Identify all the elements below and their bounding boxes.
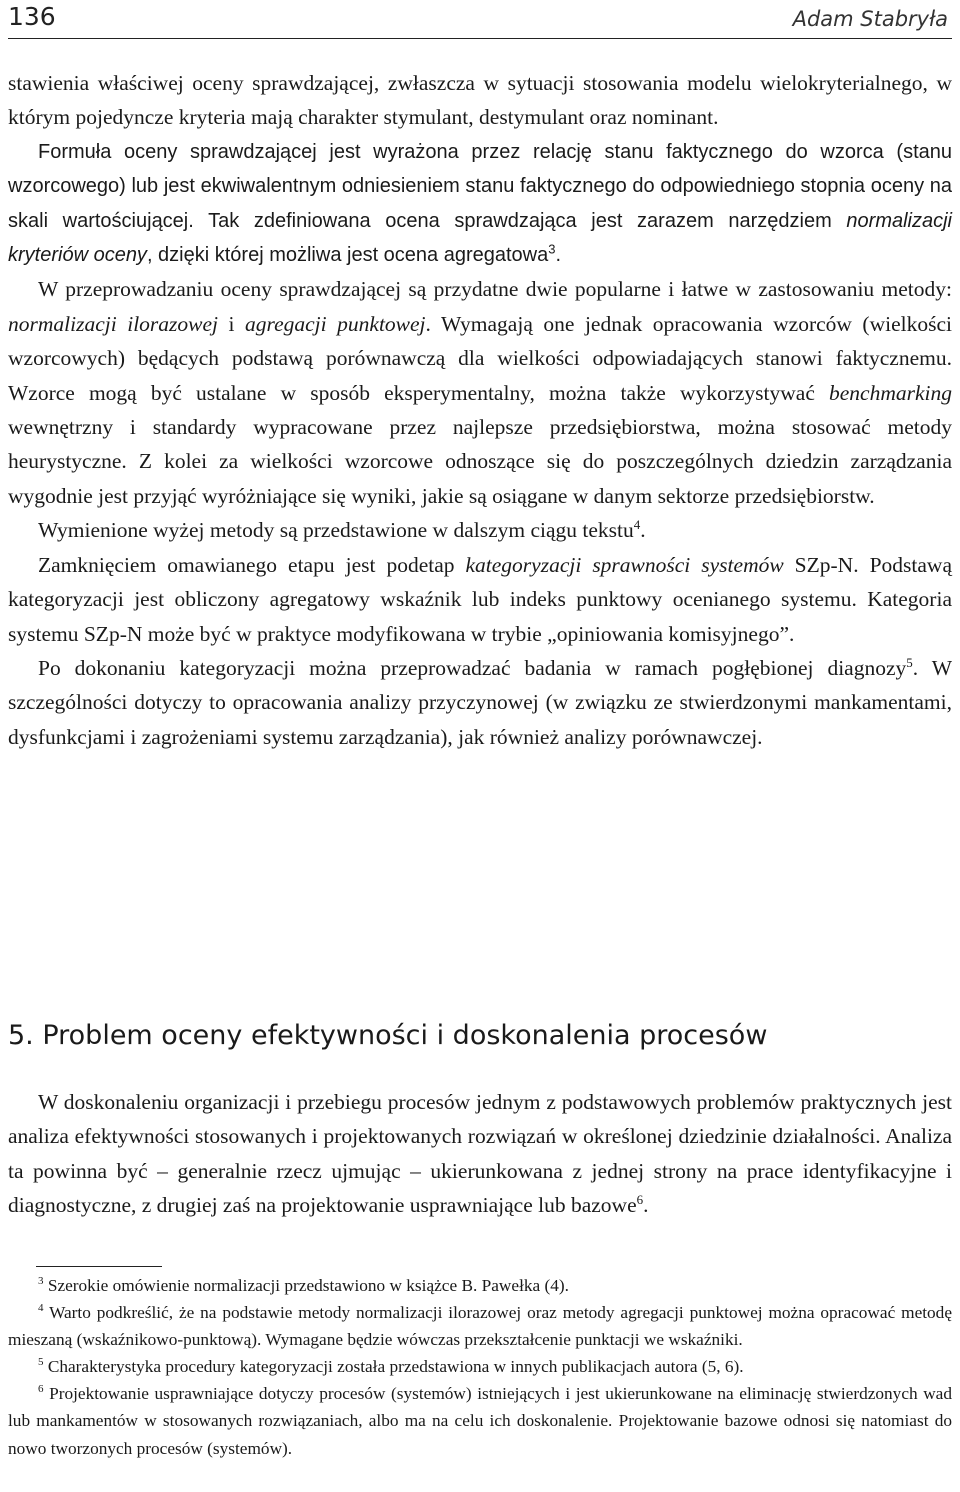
emphasis: kategoryzacji sprawności systemów <box>465 552 784 577</box>
emphasis: agregacji punktowej <box>245 311 426 336</box>
paragraph-mentioned <box>8 513 952 547</box>
footnote-text: Szerokie omówienie normalizacji przedstawiono w książce B. Pawełka (4). <box>47 1276 569 1295</box>
paragraph-text: Po dokonaniu kategoryzacji można przeprowadzać badania w ramach pogłębionej diagnozy <box>38 655 907 680</box>
footnote-number: 6 <box>38 1383 44 1396</box>
main-text <box>8 66 952 754</box>
paragraph-text: . Wymagają one jednak opracowania wzorców (wielkości wzorcowych) będących podstawą porównawczą dla wielkości odpowiadających stanowi faktycznemu. Wzorce mogą być ustalane w sposób eksperymentalny, można także wykorzystywać <box>8 311 952 405</box>
footnote-ref[interactable]: 6 <box>636 1191 644 1207</box>
footnote-text: Projektowanie usprawniające dotyczy procesów (systemów) istniejących i jest ukierunkowane na eliminację stwierdzonych wad lub mankamentów w stosowanych rozwiązaniach, albo ma na celu ich doskonalenie. Projektowanie bazowe odnosi się natomiast do nowo tworzonych procesów (systemów). <box>8 1384 952 1458</box>
paragraph-text: stawienia właściwej oceny sprawdzającej, zwłaszcza w sytuacji stosowania modelu wielokryterialnego, w którym pojedyncze kryteria mają charakter stymulant, destymulant oraz nominant. <box>8 71 952 130</box>
running-header <box>8 0 952 39</box>
footnote <box>8 1299 952 1353</box>
paragraph-text: Wymienione wyżej metody są przedstawione w dalszym ciągu tekstu <box>38 518 634 543</box>
footnote-number: 4 <box>38 1302 44 1315</box>
paragraph-text: . <box>640 518 646 543</box>
footnote <box>8 1380 952 1461</box>
footnote-number: 5 <box>38 1356 44 1369</box>
paragraph-continued <box>8 66 952 135</box>
footnote <box>8 1272 952 1299</box>
paragraph-efficiency <box>8 1085 952 1222</box>
paragraph-text: . <box>643 1192 649 1217</box>
paragraph-text: wewnętrzny i standardy wypracowane przez najlepsze przedsiębiorstwa, można stosować metody heurystyczne. Z kolei za wielkości wzorcowe odnoszące się do poszczególnych dziedzin zarządzania wygodnie jest przyjąć wyróżniające się wyniki, jakie są osiągane w danym sektorze przedsiębiorstw. <box>8 415 952 508</box>
footnote-divider <box>36 1266 162 1267</box>
emphasis: normalizacji ilorazowej <box>8 311 219 336</box>
paragraph-formula <box>8 135 952 273</box>
paragraph-text: i <box>218 311 246 336</box>
paragraph-text: . <box>555 244 562 267</box>
paragraph-text: Zamknięciem omawianego etapu jest podetap <box>38 552 466 577</box>
footnote-number: 3 <box>38 1275 44 1288</box>
paragraph-text: SZp-N. Podstawą kategoryzacji jest obliczony agregatowy wskaźnik lub indeks punktowy ocenianego systemu. Kategoria systemu SZp-N może być w praktyce modyfikowana w trybie „opiniowania komisyjnego”. <box>8 552 952 646</box>
footnote-ref[interactable]: 3 <box>548 241 556 257</box>
page-number: 136 <box>8 2 56 31</box>
section-heading: 5. Problem oceny efektywności i doskonalenia procesów <box>8 1020 768 1051</box>
paragraph-diagnosis <box>8 651 952 754</box>
footnote-text: Charakterystyka procedury kategoryzacji została przedstawiona w innych publikacjach autora (5, 6). <box>47 1357 744 1377</box>
paragraph-text: W przeprowadzaniu oceny sprawdzającej są przydatne dwie popularne i łatwe w zastosowaniu metody: <box>38 277 952 302</box>
paragraph-text: W doskonaleniu organizacji i przebiegu procesów jednym z podstawowych problemów praktycznych jest analiza efektywności stosowanych i projektowanych rozwiązań w określonej dziedzinie działalności. Analiza ta powinna być – generalnie rzecz ujmując – ukierunkowana z jednej strony na prace identyfikacyjne i diagnostyczne, z drugiej zaś na projektowanie usprawniające lub bazowe <box>8 1090 952 1217</box>
footnotes <box>8 1272 952 1462</box>
section-text <box>8 1085 952 1222</box>
footnote <box>8 1353 952 1380</box>
footnote-ref[interactable]: 4 <box>633 517 641 533</box>
emphasis: benchmarking <box>829 380 952 405</box>
paragraph-methods <box>8 272 952 513</box>
footnote-text: Warto podkreślić, że na podstawie metody normalizacji ilorazowej oraz metody agregacji punktowej można opracować metodę mieszaną (wskaźnikowo-punktową). Wymagane będzie wówczas przekształcenie punktacji we wskaźniki. <box>8 1303 952 1350</box>
emphasis: normalizacji kryteriów oceny <box>8 209 952 267</box>
paragraph-text: , dzięki której możliwa jest ocena agregatowa <box>146 244 549 267</box>
paragraph-text: . W szczególności dotyczy to opracowania analizy przyczynowej (w związku ze stwierdzonymi mankamentami, dysfunkcjami i zagrożeniami systemu zarządzania), jak również analizy porównawczej. <box>8 655 953 749</box>
running-author: Adam Stabryła <box>792 7 948 31</box>
footnote-ref[interactable]: 5 <box>906 654 913 670</box>
paragraph-text: Formuła oceny sprawdzającej jest wyrażona przez relację stanu faktycznego do wzorca (stanu wzorcowego) lub jest ekwiwalentnym odniesieniem stanu faktycznego do odpowiedniego stopnia oceny na skali wartościującej. Tak zdefiniowana ocena sprawdzająca jest zarazem narzędziem <box>8 140 952 232</box>
paragraph-categorization <box>8 548 952 651</box>
